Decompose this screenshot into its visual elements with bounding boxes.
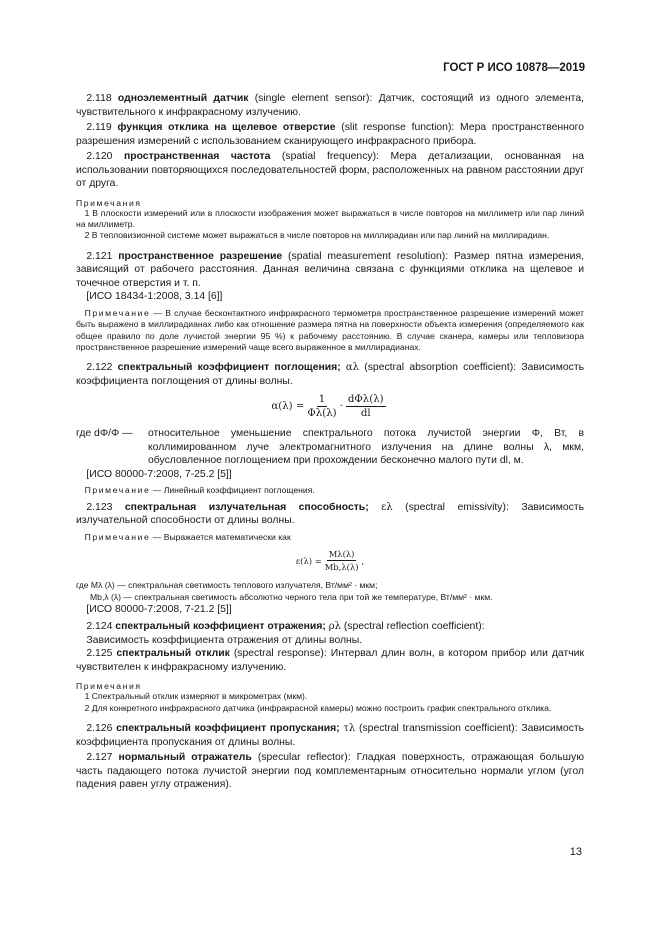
term: пространственное разрешение — [118, 250, 283, 262]
formula-where-1: где Mλ (λ) — спектральная светимость теплового излучателя, Вт/мм² · мкм; — [76, 580, 378, 591]
page-number: 13 — [569, 846, 582, 858]
note-2-121: Примечание — В случае бесконтактного инфракрасного термометра пространственное разрешение измерений может быть выражено в миллирадианах либо как отношение размера пятна на поверхности объекта измерения (определяемого как общее правило по доле лучистой энергии 95 %) к рабочему расстоянию. В случае сканера, камеры или тепловизора пространственное разрешение измерений чаще всего выраженное в миллирадианах. — [76, 307, 584, 352]
notes-heading: Примечания — [76, 197, 142, 208]
term: спектральная излучательная способность; — [124, 501, 369, 513]
reference: [ИСО 80000-7:2008, 7-21.2 [5]] — [86, 603, 232, 615]
term: спектральный коэффициент пропускания; — [116, 723, 340, 735]
term: одноэлементный датчик — [117, 93, 249, 104]
entry-2-118: 2.118 одноэлементный датчик (single element sensor): Датчик, состоящий из одного элемента, чувствительного к инфракрасному излучению. — [76, 93, 584, 118]
formula-explanation: где dΦ/Φ — относительное уменьшение спектрального потока лучистой энергии Φ, Вт, в коллимированном луче электромагнитного излучения на длине волны λ, мкм, обусловленное поглощением при прохождении бесконечно малого пути dl, м. — [76, 428, 584, 467]
note-2: 2 Для конкретного инфракрасного датчика (инфракрасной камеры) можно построить график спектрального отклика. — [84, 702, 552, 713]
entry-2-127: 2.127 нормальный отражатель (specular reflector): Гладкая поверхность, отражающая большую часть падающего потока лучистой энергии под комплементарным относительно нормали углом (угол падения равен углу отражения). — [76, 752, 584, 791]
notes-heading: Примечания — [76, 681, 142, 692]
entry-2-122: 2.122 спектральный коэффициент поглощения; αλ (spectral absorption coefficient): Зависимость коэффициента поглощения от длины волны. — [76, 362, 584, 387]
formula-where-2: Mb,λ (λ) — спектральная светимость абсолютно черного тела при той же температуре, Вт/мм² · мкм. — [90, 591, 493, 602]
term: спектральный отклик — [116, 648, 230, 660]
formula-emissivity: ε(λ) = $\frac{M\lambda(\lambda)}{Mb,\lambda(\lambda)}$ , — [295, 549, 365, 573]
reference: [ИСО 18434-1:2008, 3.14 [6]] — [86, 291, 223, 303]
note-1: 1 Спектральный отклик измеряют в микрометрах (мкм). — [84, 691, 308, 702]
term: пространственная частота — [123, 151, 271, 162]
term: спектральный коэффициент отражения; — [115, 621, 326, 633]
reference: [ИСО 80000-7:2008, 7-25.2 [5]] — [86, 468, 232, 480]
document-header: ГОСТ Р ИСО 10878—2019 — [443, 62, 585, 74]
page-body — [76, 92, 584, 792]
symbol: ρλ — [328, 621, 341, 633]
term: функция отклика на щелевое отверстие — [117, 122, 336, 133]
entry-2-126: 2.126 спектральный коэффициент пропускания; τλ (spectral transmission coefficient): Зависимость коэффициента пропускания от длины волны. — [76, 723, 585, 748]
symbol: ελ — [381, 501, 393, 513]
entry-2-125: 2.125 спектральный отклик (spectral response): Интервал длин волн, в котором прибор или датчик чувствителен к инфракрасному излучению. — [76, 648, 584, 673]
symbol: τλ — [343, 723, 356, 735]
entry-2-123: 2.123 спектральная излучательная способность; ελ (spectral emissivity): Зависимость излучательной способности от длины волны. — [76, 501, 584, 527]
term: спектральный коэффициент поглощения; — [117, 362, 341, 374]
note-1: 1 В плоскости измерений или в плоскости изображения может выражаться в числе повторов на миллиметр или пар линий на миллиметр. — [76, 207, 584, 229]
entry-2-119: 2.119 функция отклика на щелевое отверстие (slit response function): Мера пространственного разрешения измерений с использованием сканирующего инфракрасного прибора. — [76, 122, 585, 147]
entry-2-124: 2.124 спектральный коэффициент отражения; ρλ (spectral reflection coefficient): — [86, 621, 485, 633]
note-2: 2 В тепловизионной системе может выражаться в числе повторов на миллирадиан или пар линий на миллирадиан. — [84, 230, 550, 241]
entry-2-121: 2.121 пространственное разрешение (spatial measurement resolution): Размер пятна измерения, зависящий от рабочего расстояния. Данная величина связана с функциями отклика на щелевое и точечное отверстия и т. п. — [76, 250, 584, 289]
note-2-123: Примечание — Выражается математически как — [84, 531, 291, 542]
formula-absorption: α(λ) = $\frac{1}{\Phi\lambda(\lambda)}$ · $\frac{\text{dΦλ(λ)}}{dl}$ — [271, 394, 384, 420]
term: нормальный отражатель — [118, 752, 252, 764]
entry-2-120: 2.120 пространственная частота (spatial frequency): Мера детализации, основанная на использовании повторяющихся последовательностей форм, расположенных на равном расстоянии друг от друга. — [76, 151, 585, 189]
note-2-122: Примечание — Линейный коэффициент поглощения. — [84, 485, 315, 496]
entry-2-124-line2: Зависимость коэффициента отражения от длины волны. — [86, 634, 363, 646]
symbol: αλ — [345, 362, 360, 374]
